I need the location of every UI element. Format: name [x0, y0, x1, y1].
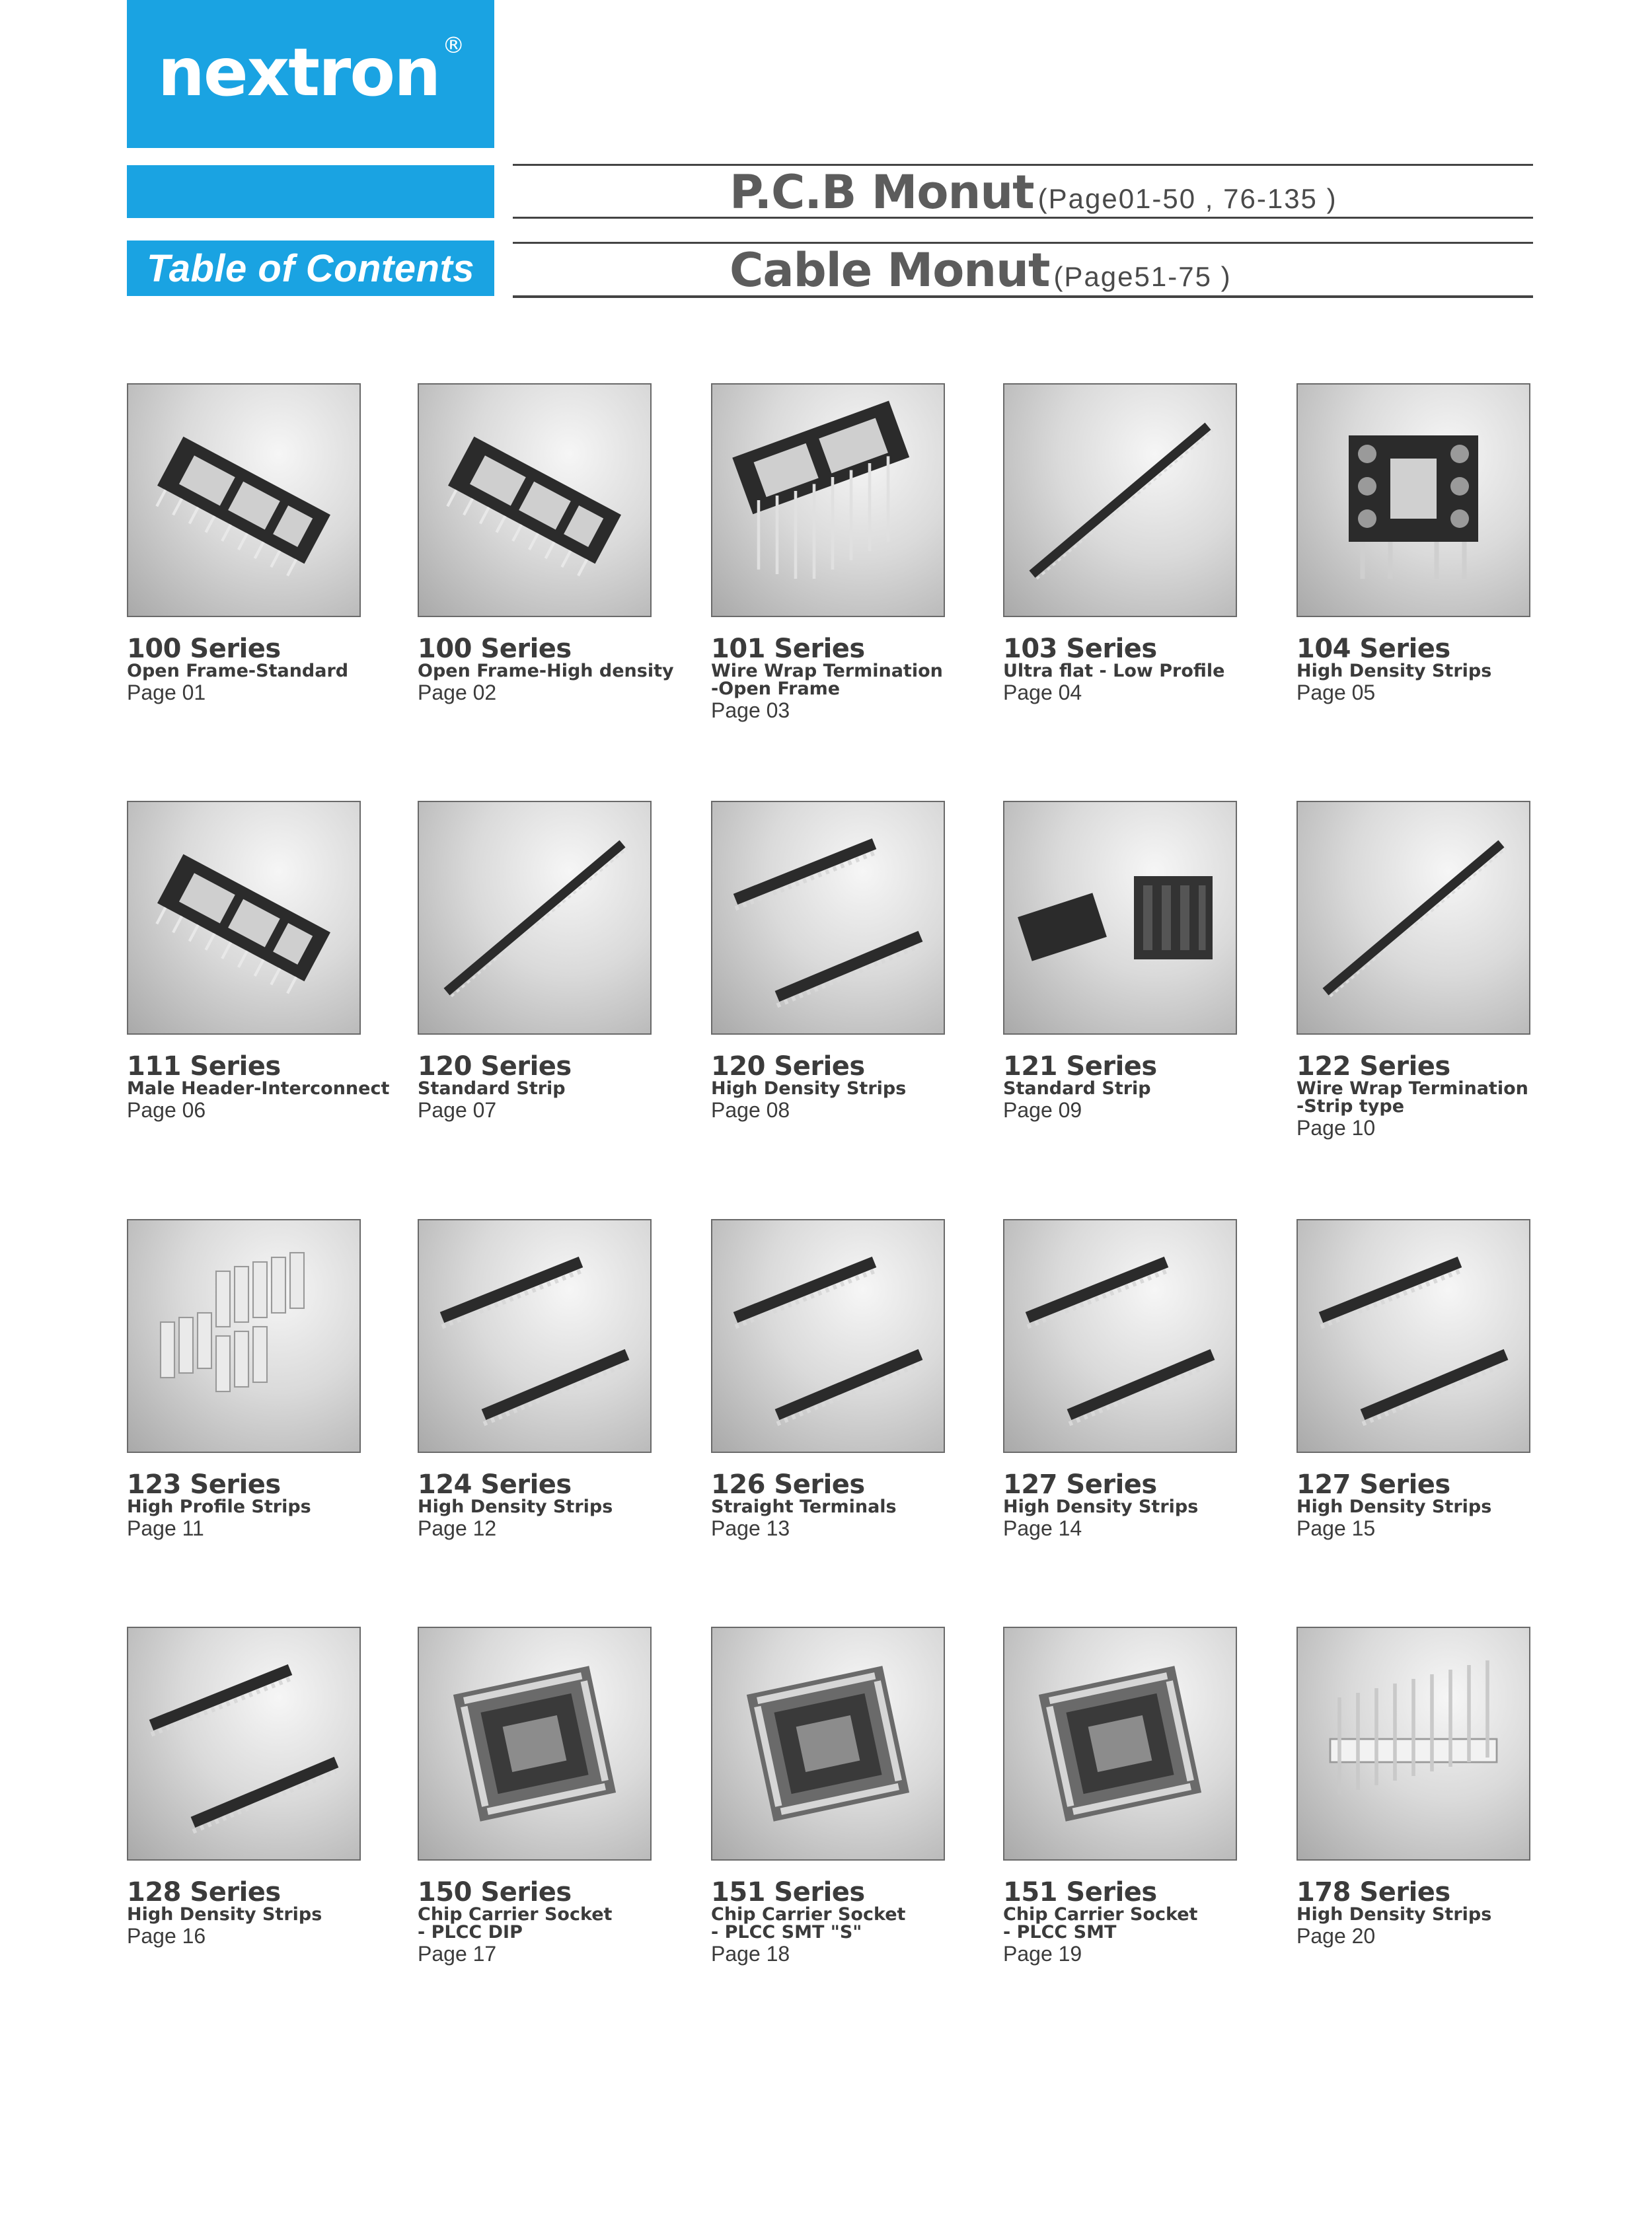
product-series: 123 Series: [127, 1469, 281, 1500]
product-series: 128 Series: [127, 1877, 281, 1908]
product-item: [127, 1219, 404, 1541]
wire-wrap-socket-photo: [711, 383, 945, 617]
double-strip-photo: [1003, 1219, 1237, 1453]
product-item: [711, 1627, 989, 1966]
pcb-mount-title: P.C.B Monut: [730, 165, 1034, 219]
product-description: Standard Strip: [1003, 1078, 1151, 1099]
product-series: 126 Series: [711, 1469, 865, 1500]
product-description: Chip Carrier Socket - PLCC SMT "S": [711, 1904, 906, 1943]
product-page-link[interactable]: Page 11: [127, 1516, 204, 1540]
product-page-link[interactable]: Page 13: [711, 1516, 790, 1540]
cable-mount-pages: (Page51-75 ): [1053, 261, 1232, 292]
product-description: Open Frame-Standard: [127, 661, 349, 681]
product-series: 150 Series: [418, 1877, 572, 1908]
product-description: Chip Carrier Socket - PLCC SMT: [1003, 1904, 1198, 1943]
product-description: High Density Strips: [711, 1078, 907, 1099]
product-description: Standard Strip: [418, 1078, 566, 1099]
product-series: 151 Series: [711, 1877, 865, 1908]
product-item: [1296, 1627, 1574, 1948]
double-strip-photo: [711, 1219, 945, 1453]
product-page-link[interactable]: Page 14: [1003, 1516, 1082, 1540]
product-description: High Density Strips: [418, 1497, 613, 1517]
product-item: [711, 383, 989, 723]
product-page-link[interactable]: Page 12: [418, 1516, 497, 1540]
product-series: 100 Series: [127, 634, 281, 664]
product-series: 122 Series: [1296, 1051, 1450, 1082]
plcc-socket-photo: [1003, 1627, 1237, 1861]
product-description: Wire Wrap Termination -Strip type: [1296, 1078, 1528, 1117]
product-page-link[interactable]: Page 01: [127, 681, 206, 704]
open-frame-socket-photo: [127, 383, 361, 617]
strip-photo: [418, 801, 652, 1035]
product-item: [1003, 1219, 1281, 1541]
product-series: 178 Series: [1296, 1877, 1450, 1908]
product-page-link[interactable]: Page 19: [1003, 1942, 1082, 1966]
open-frame-socket-photo: [127, 801, 361, 1035]
product-series: 101 Series: [711, 634, 865, 664]
dip-socket-photo: [1296, 383, 1530, 617]
product-description: Wire Wrap Termination -Open Frame: [711, 661, 943, 699]
product-series: 124 Series: [418, 1469, 572, 1500]
product-series: 120 Series: [418, 1051, 572, 1082]
product-item: [418, 383, 695, 705]
strip-photo: [1003, 383, 1237, 617]
product-series: 111 Series: [127, 1051, 281, 1082]
block-connectors-photo: [1003, 801, 1237, 1035]
product-item: [711, 801, 989, 1123]
pcb-mount-heading: [730, 165, 1337, 219]
product-item: [418, 801, 695, 1123]
accent-bar: [127, 165, 494, 218]
product-page-link[interactable]: Page 09: [1003, 1098, 1082, 1122]
white-strip-photo: [1296, 1627, 1530, 1861]
strip-photo: [1296, 801, 1530, 1035]
product-series: 100 Series: [418, 634, 572, 664]
product-page-link[interactable]: Page 06: [127, 1098, 206, 1122]
product-item: [418, 1627, 695, 1966]
product-series: 127 Series: [1296, 1469, 1450, 1500]
pcb-mount-pages: (Page01-50 , 76-135 ): [1037, 183, 1337, 214]
product-description: Male Header-Interconnect: [127, 1078, 390, 1099]
product-item: [711, 1219, 989, 1541]
product-page-link[interactable]: Page 17: [418, 1942, 497, 1966]
white-strips-photo: [127, 1219, 361, 1453]
product-item: [127, 1627, 404, 1948]
product-description: High Density Strips: [1296, 661, 1492, 681]
product-description: Open Frame-High density: [418, 661, 674, 681]
product-series: 103 Series: [1003, 634, 1157, 664]
toc-banner: [127, 241, 494, 296]
product-description: High Profile Strips: [127, 1497, 311, 1517]
plcc-socket-photo: [418, 1627, 652, 1861]
double-strip-photo: [418, 1219, 652, 1453]
product-item: [127, 801, 404, 1123]
cable-mount-heading: [730, 243, 1232, 297]
product-series: 104 Series: [1296, 634, 1450, 664]
double-strip-photo: [1296, 1219, 1530, 1453]
cable-mount-title: Cable Monut: [730, 243, 1050, 297]
product-series: 120 Series: [711, 1051, 865, 1082]
product-item: [127, 383, 404, 705]
double-strip-photo: [127, 1627, 361, 1861]
product-description: High Density Strips: [127, 1904, 322, 1925]
product-item: [1296, 801, 1574, 1140]
product-description: High Density Strips: [1003, 1497, 1199, 1517]
double-strip-photo: [711, 801, 945, 1035]
product-item: [1003, 1627, 1281, 1966]
product-page-link[interactable]: Page 03: [711, 698, 790, 722]
product-page-link[interactable]: Page 20: [1296, 1924, 1376, 1948]
product-description: Straight Terminals: [711, 1497, 897, 1517]
product-item: [1296, 1219, 1574, 1541]
product-series: 151 Series: [1003, 1877, 1157, 1908]
registered-mark: ®: [442, 32, 464, 59]
product-series: 127 Series: [1003, 1469, 1157, 1500]
product-page-link[interactable]: Page 18: [711, 1942, 790, 1966]
product-page-link[interactable]: Page 07: [418, 1098, 497, 1122]
product-description: Ultra flat - Low Profile: [1003, 661, 1225, 681]
product-page-link[interactable]: Page 08: [711, 1098, 790, 1122]
product-page-link[interactable]: Page 02: [418, 681, 497, 704]
brand-logo: [127, 0, 494, 148]
product-description: High Density Strips: [1296, 1497, 1492, 1517]
product-item: [418, 1219, 695, 1541]
product-page-link[interactable]: Page 15: [1296, 1516, 1376, 1540]
product-page-link[interactable]: Page 10: [1296, 1116, 1376, 1140]
product-item: [1003, 801, 1281, 1123]
product-page-link[interactable]: Page 05: [1296, 681, 1376, 704]
toc-title: Table of Contents: [146, 246, 475, 290]
product-description: High Density Strips: [1296, 1904, 1492, 1925]
open-frame-socket-photo: [418, 383, 652, 617]
product-page-link[interactable]: Page 16: [127, 1924, 206, 1948]
plcc-socket-photo: [711, 1627, 945, 1861]
product-page-link[interactable]: Page 04: [1003, 681, 1082, 704]
logo-wordmark: nextron ®: [157, 32, 464, 111]
product-series: 121 Series: [1003, 1051, 1157, 1082]
product-item: [1296, 383, 1574, 705]
product-item: [1003, 383, 1281, 705]
product-description: Chip Carrier Socket - PLCC DIP: [418, 1904, 613, 1943]
